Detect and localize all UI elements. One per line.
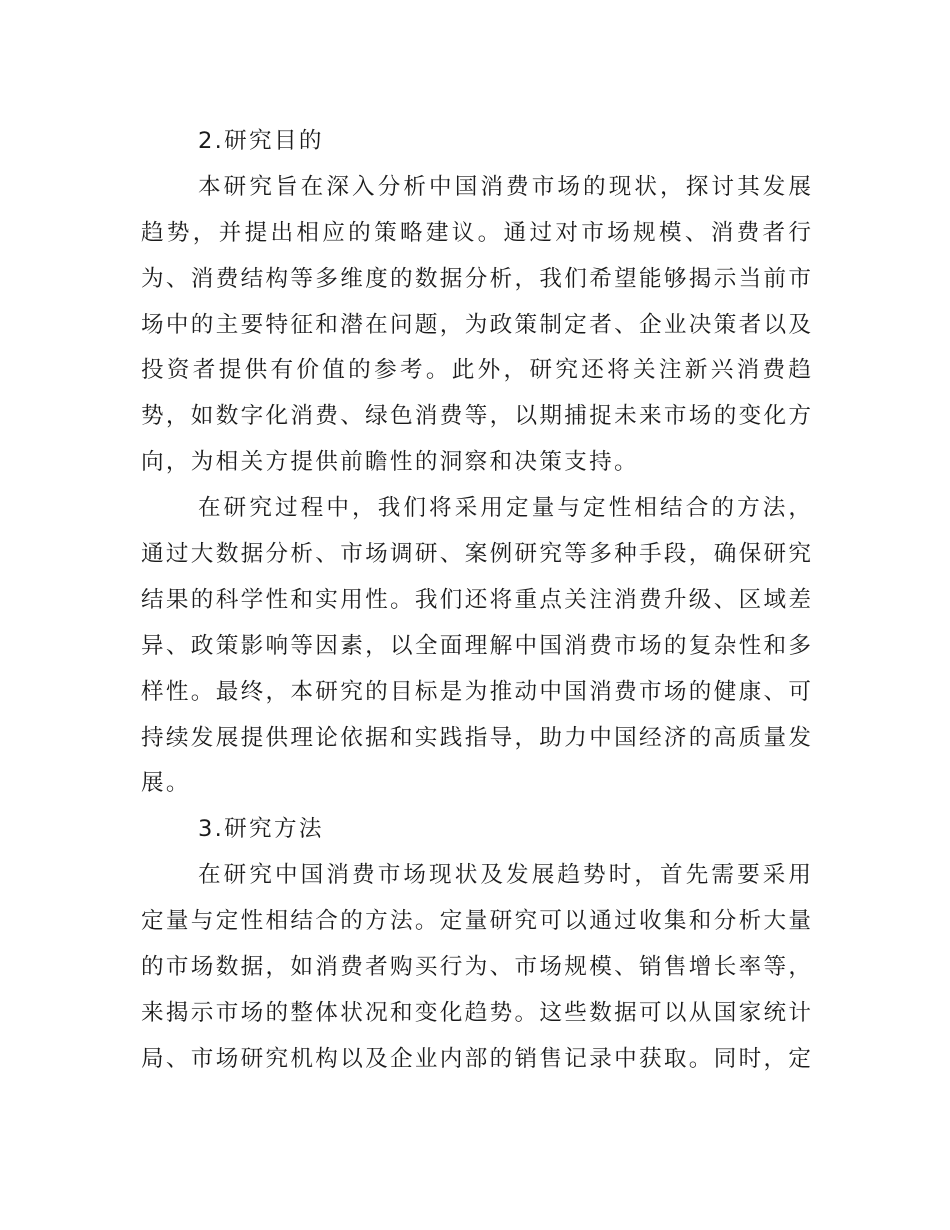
paragraph-line: 通过大数据分析、市场调研、案例研究等多种手段，确保研究 [141,541,811,568]
paragraph-line: 势，如数字化消费、绿色消费等，以期捕捉未来市场的变化方 [141,403,811,430]
paragraph-line: 展。 [141,770,191,797]
document-body [141,119,811,1083]
paragraph-line: 本研究旨在深入分析中国消费市场的现状，探讨其发展 [198,173,811,200]
paragraph-line: 在研究中国消费市场现状及发展趋势时，首先需要采用 [198,862,811,889]
paragraph-line: 为、消费结构等多维度的数据分析，我们希望能够揭示当前市 [141,265,811,292]
section-heading-research-method: 3.研究方法 [198,816,324,843]
paragraph-line: 场中的主要特征和潜在问题，为政策制定者、企业决策者以及 [141,311,811,338]
paragraph-line: 异、政策影响等因素，以全面理解中国消费市场的复杂性和多 [141,632,811,659]
paragraph-line: 样性。最终，本研究的目标是为推动中国消费市场的健康、可 [141,678,811,705]
paragraph-line: 定量与定性相结合的方法。定量研究可以通过收集和分析大量 [141,908,811,935]
section-heading-research-purpose: 2.研究目的 [198,128,324,154]
paragraph-line: 局、市场研究机构以及企业内部的销售记录中获取。同时，定 [141,1045,811,1072]
paragraph-line: 向，为相关方提供前瞻性的洞察和决策支持。 [141,449,639,476]
paragraph-line: 投资者提供有价值的参考。此外，研究还将关注新兴消费趋 [141,357,811,384]
paragraph-line: 的市场数据，如消费者购买行为、市场规模、销售增长率等， [141,954,811,981]
paragraph-line: 结果的科学性和实用性。我们还将重点关注消费升级、区域差 [141,586,811,613]
paragraph-line: 趋势，并提出相应的策略建议。通过对市场规模、消费者行 [141,219,811,246]
paragraph-line: 在研究过程中，我们将采用定量与定性相结合的方法， [198,495,811,522]
paragraph-line: 持续发展提供理论依据和实践指导，助力中国经济的高质量发 [141,724,811,751]
paragraph-line: 来揭示市场的整体状况和变化趋势。这些数据可以从国家统计 [141,999,811,1026]
